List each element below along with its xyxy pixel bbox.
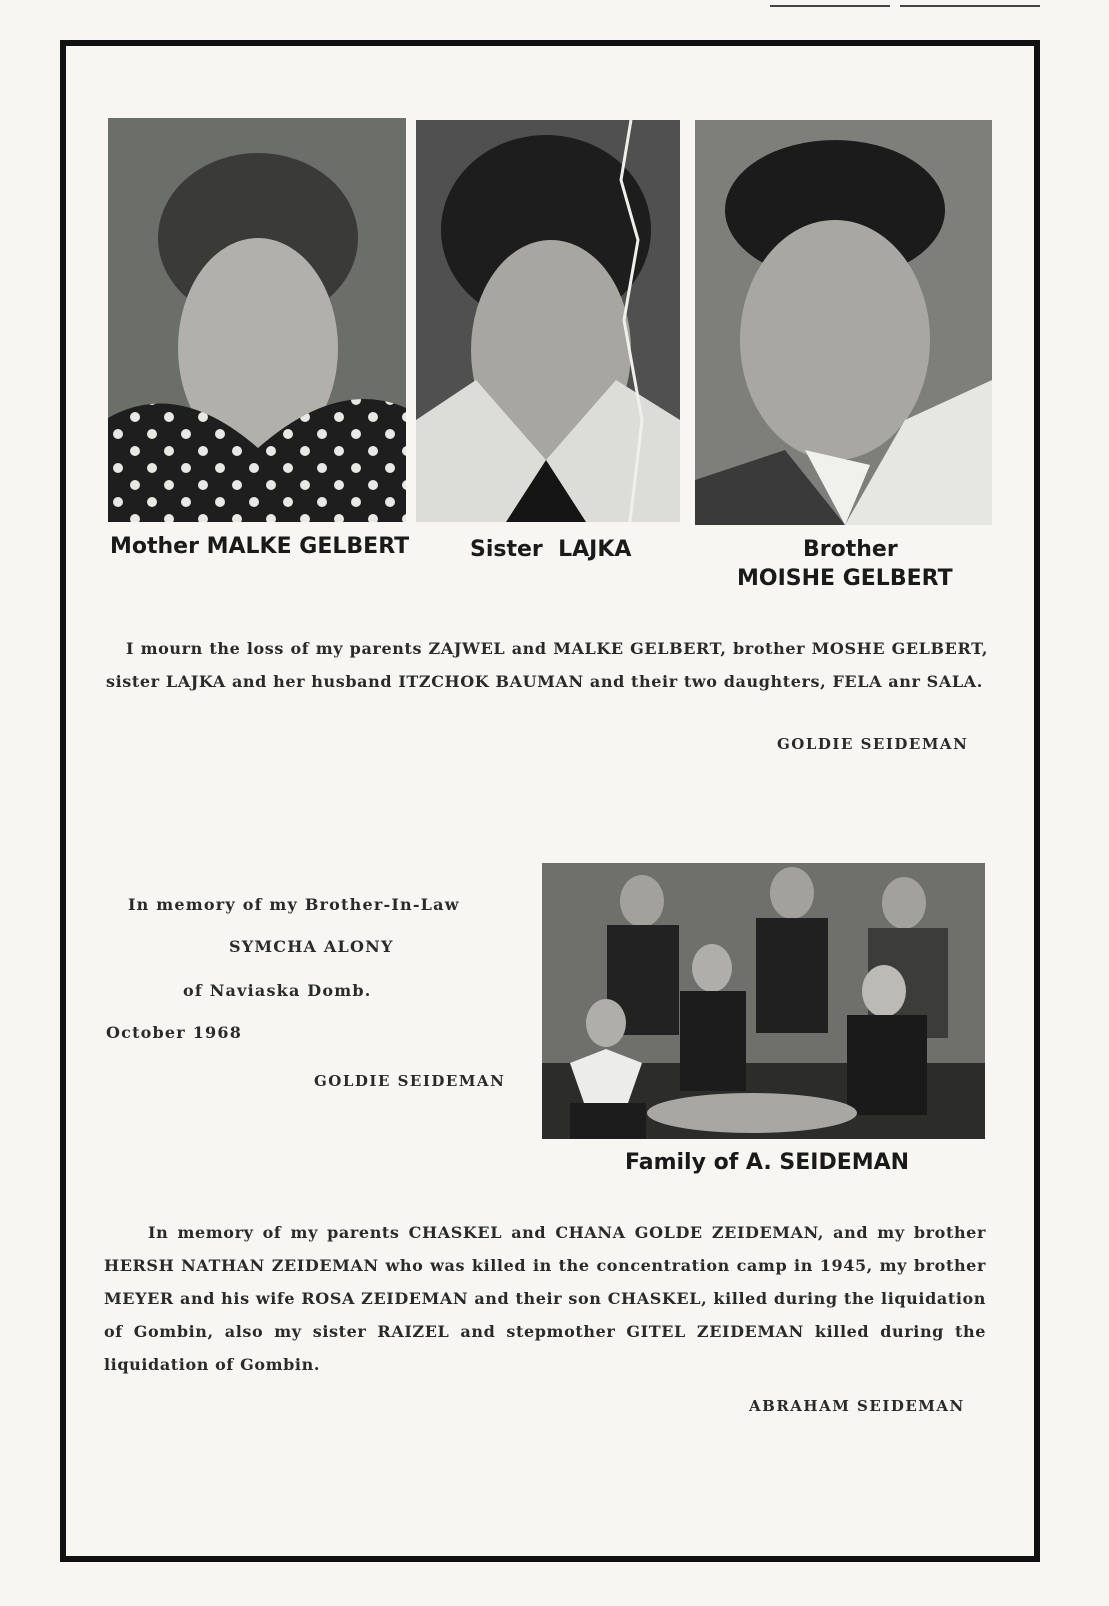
caption-sister: Sister LAJKA [470,537,632,562]
alony-memorial-signature: GOLDIE SEIDEMAN [314,1072,506,1090]
top-rule-right [900,5,1040,7]
caption-mother: Mother MALKE GELBERT [110,534,410,559]
alony-memorial-date: October 1968 [106,1023,243,1042]
portrait-mother-photo [108,118,406,522]
family-photo-caption: Family of A. SEIDEMAN [625,1150,910,1175]
seideman-memorial-text: In memory of my parents CHASKEL and CHANA GOLDE ZEIDEMAN, and my brother HERSH NATHAN ZEIDEMAN who was killed in the concentration camp in 1945, my brother MEYER and his wife ROSA ZEIDEMAN and their son CHASKEL, killed during the liquidation of Gombin, also my sister RAIZEL and stepmother GITEL ZEIDEMAN killed during the liquidation of Gombin. [104,1223,986,1374]
top-rule-left [770,5,890,7]
caption-brother-line1: Brother [803,537,898,562]
alony-memorial-place: of Naviaska Domb. [183,981,372,1000]
seideman-memorial-signature: ABRAHAM SEIDEMAN [749,1397,965,1415]
family-photo [542,863,985,1139]
portrait-brother-photo [695,120,992,525]
caption-brother-line2: MOISHE GELBERT [737,566,953,591]
alony-memorial-line1: In memory of my Brother-In-Law [128,895,460,914]
portrait-sister-photo [416,120,680,522]
alony-memorial-name: SYMCHA ALONY [229,937,394,956]
gelbert-memorial-signature: GOLDIE SEIDEMAN [777,735,969,753]
gelbert-memorial-text: I mourn the loss of my parents ZAJWEL and MALKE GELBERT, brother MOSHE GELBERT, sister LAJKA and her husband ITZCHOK BAUMAN and their two daughters, FELA anr SALA. [106,639,988,691]
